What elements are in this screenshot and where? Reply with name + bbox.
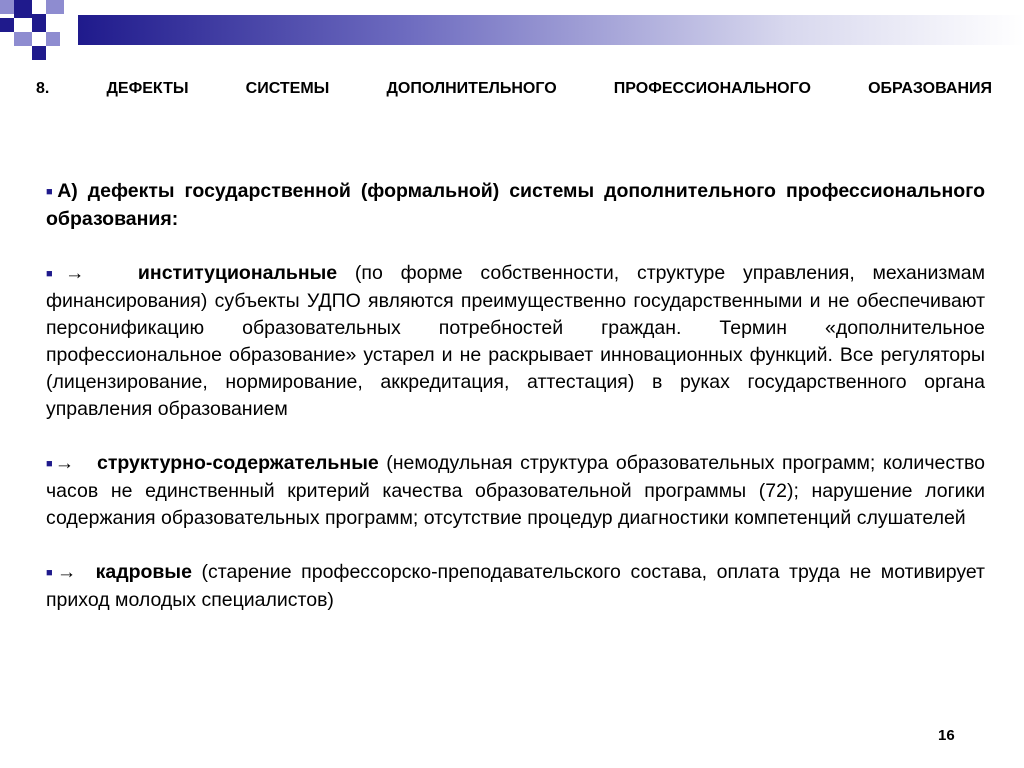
- arrow-icon: →: [56, 561, 77, 583]
- bullet-icon: ■: [46, 567, 57, 579]
- slide-title: 8. ДЕФЕКТЫ СИСТЕМЫ ДОПОЛНИТЕЛЬНОГО ПРОФЕССИОНАЛЬНОГО ОБРАЗОВАНИЯ: [36, 80, 992, 97]
- bullet-icon: ■: [46, 186, 58, 198]
- paragraph-personnel: ■→ кадровые (старение профессорско-преподавательского состава, оплата труда не мотивирует приход молодых специалистов): [46, 561, 985, 611]
- slide-body: [46, 178, 985, 641]
- paragraph-structural: ■→ структурно-содержательные (немодульная структура образовательных программ; количество часов не единственный критерий качества образовательной программы (72); нарушение логики содержания образовательных программ; отсутствие процедур диагностики компетенций слушателей: [46, 452, 985, 529]
- header-gradient-bar: [78, 15, 1024, 45]
- bullet-icon: ■: [46, 268, 66, 280]
- paragraph-institutional: ■→ институциональные (по форме собственности, структуре управления, механизмам финансирования) субъекты УДПО являются преимущественно государственными и не обеспечивают персонификацию образовательных потребностей граждан. Термин «дополнительное профессиональное образование» устарел и не раскрывает инновационных функций. Все регуляторы (лицензирование, нормирование, аккредитация, аттестация) в руках государственного органа управления образованием: [46, 262, 985, 420]
- paragraph-a: ■А) дефекты государственной (формальной) системы дополнительного профессионального образования:: [46, 180, 985, 230]
- page-number: 16: [938, 727, 955, 744]
- arrow-icon: →: [54, 452, 75, 474]
- arrow-icon: →: [65, 262, 85, 284]
- bullet-icon: ■: [46, 458, 55, 470]
